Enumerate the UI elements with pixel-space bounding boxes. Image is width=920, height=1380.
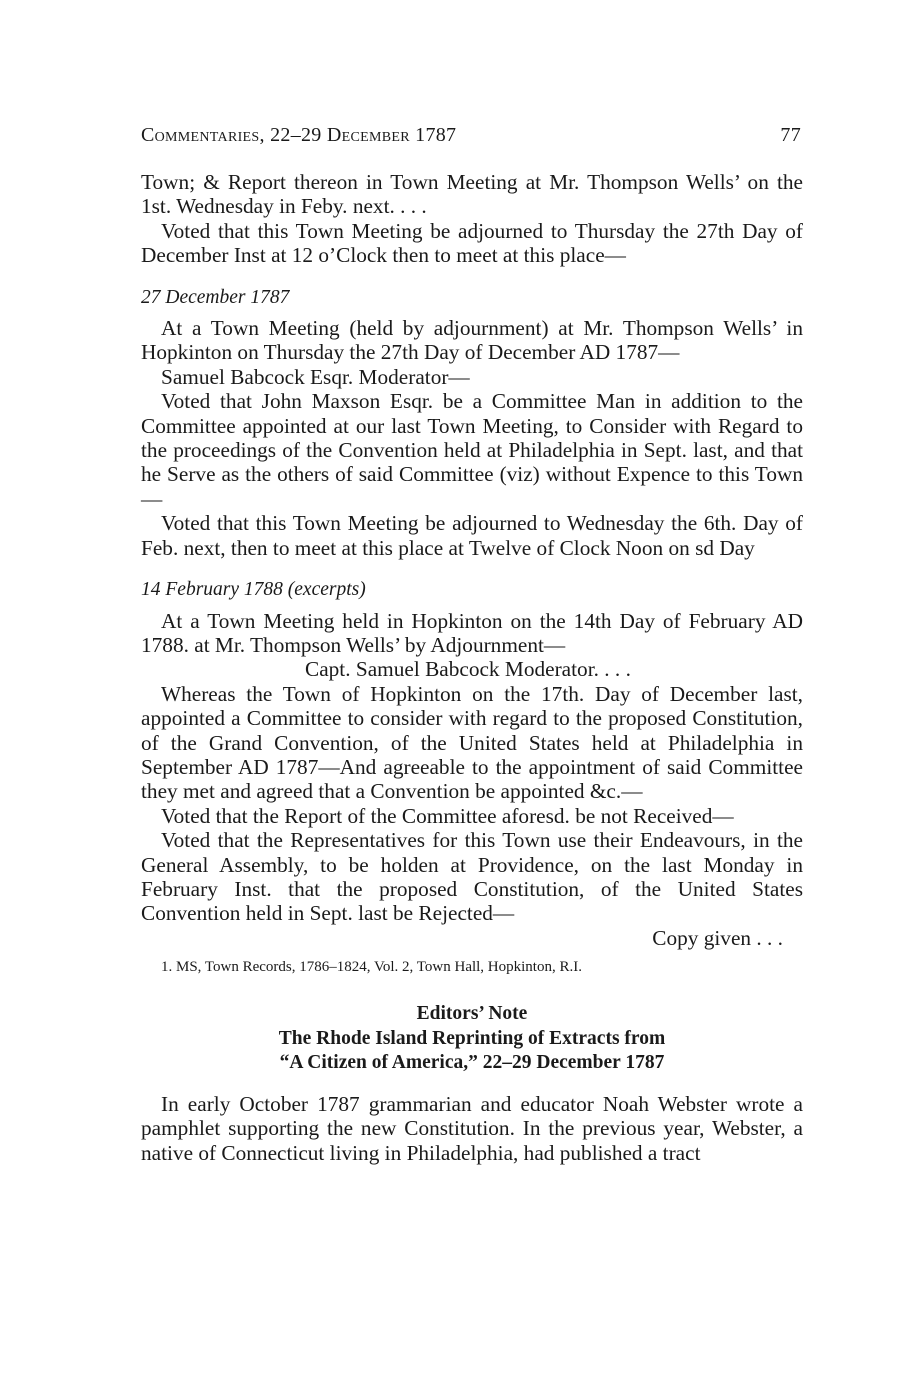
section-date: 27 December 1787 [141,286,290,308]
paragraph: Samuel Babcock Esqr. Moderator— [161,364,470,389]
editors-note-text: In early October 1787 grammarian and educator Noah Webster wrote a pamphlet supporting the new Constitution. In the previous year, Webster, a native of Connecticut living in Philadelphia, had published a tract [141,1091,803,1165]
moderator-line: Capt. Samuel Babcock Moderator. . . . [305,657,631,682]
paragraph: Voted that this Town Meeting be adjourned to Wednesday the 6th. Day of Feb. next, then to meet at this place at Twelve of Clock Noon on sd Day [141,511,803,560]
page-header [141,124,801,147]
editors-note-title [141,1002,803,1076]
paragraph: Voted that this Town Meeting be adjourned to Thursday the 27th Day of December Inst at 12 o’Clock then to meet at this place— [141,218,803,268]
paragraph: At a Town Meeting held in Hopkinton on the 14th Day of February AD 1788. at Mr. Thompson Wells’ by Adjournment— [141,608,803,657]
page-body [141,170,803,1165]
section-date: 14 February 1788 (excerpts) [141,579,366,601]
running-head: Commentaries, 22–29 December 1787 [141,124,457,146]
paragraph: Voted that the Representatives for this Town use their Endeavours, in the General Assembly, to be holden at Providence, on the last Monday in February Inst. that the proposed Constitution, of the United States Convention held in Sept. last be Rejected— [141,828,803,926]
page-number: 77 [780,124,801,146]
paragraph: Town; & Report thereon in Town Meeting at Mr. Thompson Wells’ on the 1st. Wednesday in Feby. next. . . . [141,170,803,219]
copy-given-line: Copy given . . . [652,925,783,950]
editors-note-title-line: Editors’ Note [416,1003,528,1025]
paragraph: Voted that the Report of the Committee aforesd. be not Received— [161,803,734,828]
footnote: 1. MS, Town Records, 1786–1824, Vol. 2, Town Hall, Hopkinton, R.I. [161,959,582,976]
editors-note-title-line: “A Citizen of America,” 22–29 December 1787 [279,1052,665,1074]
paragraph: At a Town Meeting (held by adjournment) at Mr. Thompson Wells’ in Hopkinton on Thursday the 27th Day of December AD 1787— [141,316,803,365]
paragraph: Voted that John Maxson Esqr. be a Committee Man in addition to the Committee appointed at our last Town Meeting, to Consider with Regard to the proceedings of the Convention held at Philadelphia in Sept. last, and that he Serve as the others of said Committee (viz) without Expence to this Town— [141,389,803,511]
paragraph: Whereas the Town of Hopkinton on the 17th. Day of December last, appointed a Committee to consider with regard to the proposed Constitution, of the Grand Convention, of the United States held at Philadelphia in September AD 1787—And agreeable to the appointment of said Committee they met and agreed that a Convention be appointed &c.— [141,681,803,804]
editors-note-title-line: The Rhode Island Reprinting of Extracts from [278,1027,666,1049]
